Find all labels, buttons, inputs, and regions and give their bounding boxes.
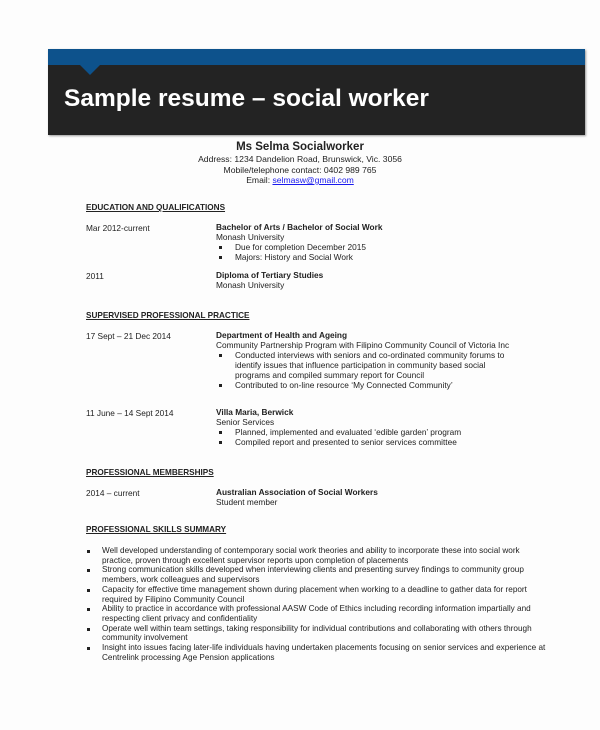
email-label: Email: bbox=[246, 175, 273, 185]
list-item: Contributed to on-line resource ‘My Connected Community’ bbox=[216, 380, 516, 390]
list-item: Insight into issues facing later-life individuals having undertaken placements focusing on senior services and experience at Centrelink processing Age Pension applications bbox=[86, 643, 546, 662]
email-link[interactable]: selmasw@gmail.com bbox=[272, 175, 354, 185]
list-item: Strong communication skills developed when interviewing clients and presenting survey findings to community group members, work colleagues and supervisors bbox=[86, 565, 546, 584]
list-item: Well developed understanding of contemporary social work theories and ability to incorporate these into social work practice, proven through excellent supervisor reports upon completion of placements bbox=[86, 546, 546, 565]
list-item: Compiled report and presented to senior services committee bbox=[216, 437, 561, 447]
page-title: Sample resume – social worker bbox=[64, 85, 429, 112]
list-item: Ability to practice in accordance with professional AASW Code of Ethics including recording information impartially and respecting client privacy and confidentiality bbox=[86, 604, 546, 623]
entry-title: Department of Health and Ageing bbox=[216, 330, 348, 340]
entry-title: Diploma of Tertiary Studies bbox=[216, 270, 324, 280]
entry-title: Villa Maria, Berwick bbox=[216, 407, 294, 417]
list-item: Operate well within team settings, taking responsibility for individual contributions and collaborating with others through community involvement bbox=[86, 624, 546, 643]
list-item: Capacity for effective time management shown during placement when working to a deadline to gather data for report required by Filipino Community Council bbox=[86, 585, 546, 604]
accent-stripe bbox=[48, 49, 585, 65]
email-line bbox=[0, 175, 600, 186]
section-heading-memberships: PROFESSIONAL MEMBERSHIPS bbox=[86, 468, 214, 477]
entry-title: Australian Association of Social Workers bbox=[216, 487, 378, 497]
entry-org: Monash University bbox=[216, 232, 285, 242]
entry-date: 2014 – current bbox=[86, 488, 140, 498]
entry-date: 11 June – 14 Sept 2014 bbox=[86, 408, 174, 418]
list-item: Conducted interviews with seniors and co-ordinated community forums to identify issues that influence participation in community based social programs and compiled summary report for Council bbox=[216, 350, 516, 380]
entry-title: Bachelor of Arts / Bachelor of Social Work bbox=[216, 222, 383, 232]
skills-list bbox=[86, 546, 546, 662]
list-item: Planned, implemented and evaluated ‘edible garden’ program bbox=[216, 427, 561, 437]
entry-date: 17 Sept – 21 Dec 2014 bbox=[86, 331, 171, 341]
section-heading-education: EDUCATION AND QUALIFICATIONS bbox=[86, 203, 226, 212]
candidate-name: Ms Selma Socialworker bbox=[236, 141, 364, 153]
phone: Mobile/telephone contact: 0402 989 765 bbox=[223, 164, 377, 175]
notch-decoration bbox=[80, 65, 100, 75]
entry-content bbox=[216, 330, 516, 390]
list-item: Due for completion December 2015 bbox=[216, 242, 561, 252]
title-banner bbox=[48, 49, 585, 135]
entry-org: Senior Services bbox=[216, 417, 275, 427]
entry-org: Monash University bbox=[216, 280, 285, 290]
entry-org: Community Partnership Program with Filipino Community Council of Victoria Inc bbox=[216, 340, 510, 350]
entry-date: Mar 2012-current bbox=[86, 223, 150, 233]
list-item: Majors: History and Social Work bbox=[216, 252, 561, 262]
section-heading-skills: PROFESSIONAL SKILLS SUMMARY bbox=[86, 525, 227, 534]
entry-date: 2011 bbox=[86, 271, 104, 281]
contact-block bbox=[0, 141, 600, 186]
entry-content bbox=[216, 222, 561, 262]
entry-content bbox=[216, 407, 561, 447]
entry-content bbox=[216, 270, 561, 290]
section-heading-practice: SUPERVISED PROFESSIONAL PRACTICE bbox=[86, 311, 250, 320]
entry-content bbox=[216, 487, 561, 507]
entry-org: Student member bbox=[216, 497, 278, 507]
address: Address: 1234 Dandelion Road, Brunswick, Vic. 3056 bbox=[198, 154, 402, 164]
